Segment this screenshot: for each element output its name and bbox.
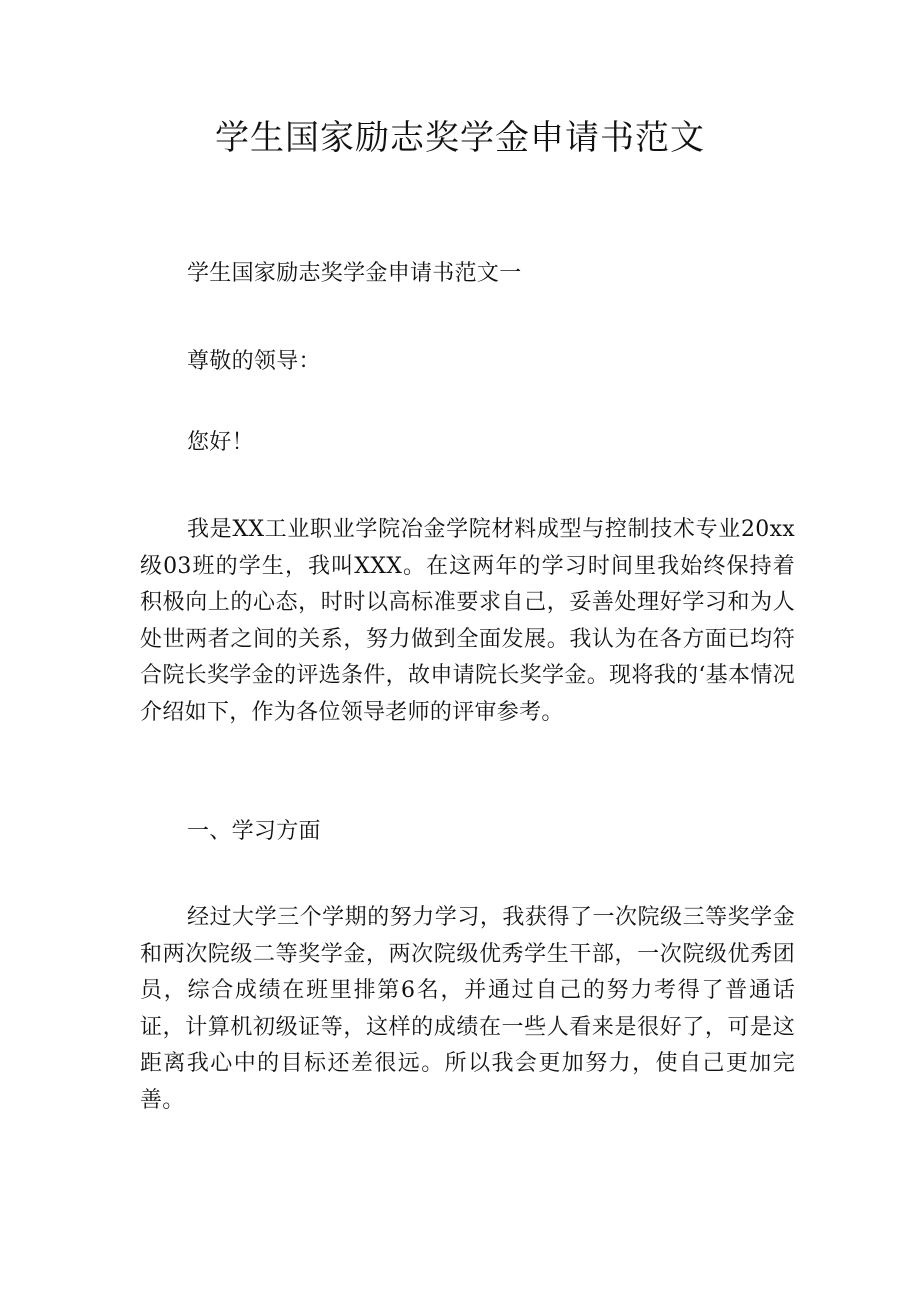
document-title: 学生国家励志奖学金申请书范文 (215, 118, 705, 158)
salutation: 尊敬的领导： (187, 349, 321, 374)
greeting: 您好！ (187, 430, 254, 455)
document-subtitle: 学生国家励志奖学金申请书范文一 (187, 261, 522, 286)
section-heading-study: 一、学习方面 (187, 819, 321, 844)
paragraph-study: 经过大学三个学期的努力学习，我获得了一次院级三等奖学金和两次院级二等奖学金，两次院级优秀学生干部，一次院级优秀团员，综合成绩在班里排第6名，并通过自己的努力考得了普通话证，计算机初级证等，这样的成绩在一些人看来是很好了，可是这距离我心中的目标还差很远。所以我会更加努力，使自己更加完善。 (140, 905, 795, 1113)
paragraph-intro: 我是XX工业职业学院冶金学院材料成型与控制技术专业20xx级03班的学生，我叫XXX。在这两年的学习时间里我始终保持着积极向上的心态，时时以高标准要求自己，妥善处理好学习和为人处世两者之间的关系，努力做到全面发展。我认为在各方面已均符合院长奖学金的评选条件，故申请院长奖学金。现将我的‘基本情况介绍如下，作为各位领导老师的评审参考。 (140, 517, 795, 725)
